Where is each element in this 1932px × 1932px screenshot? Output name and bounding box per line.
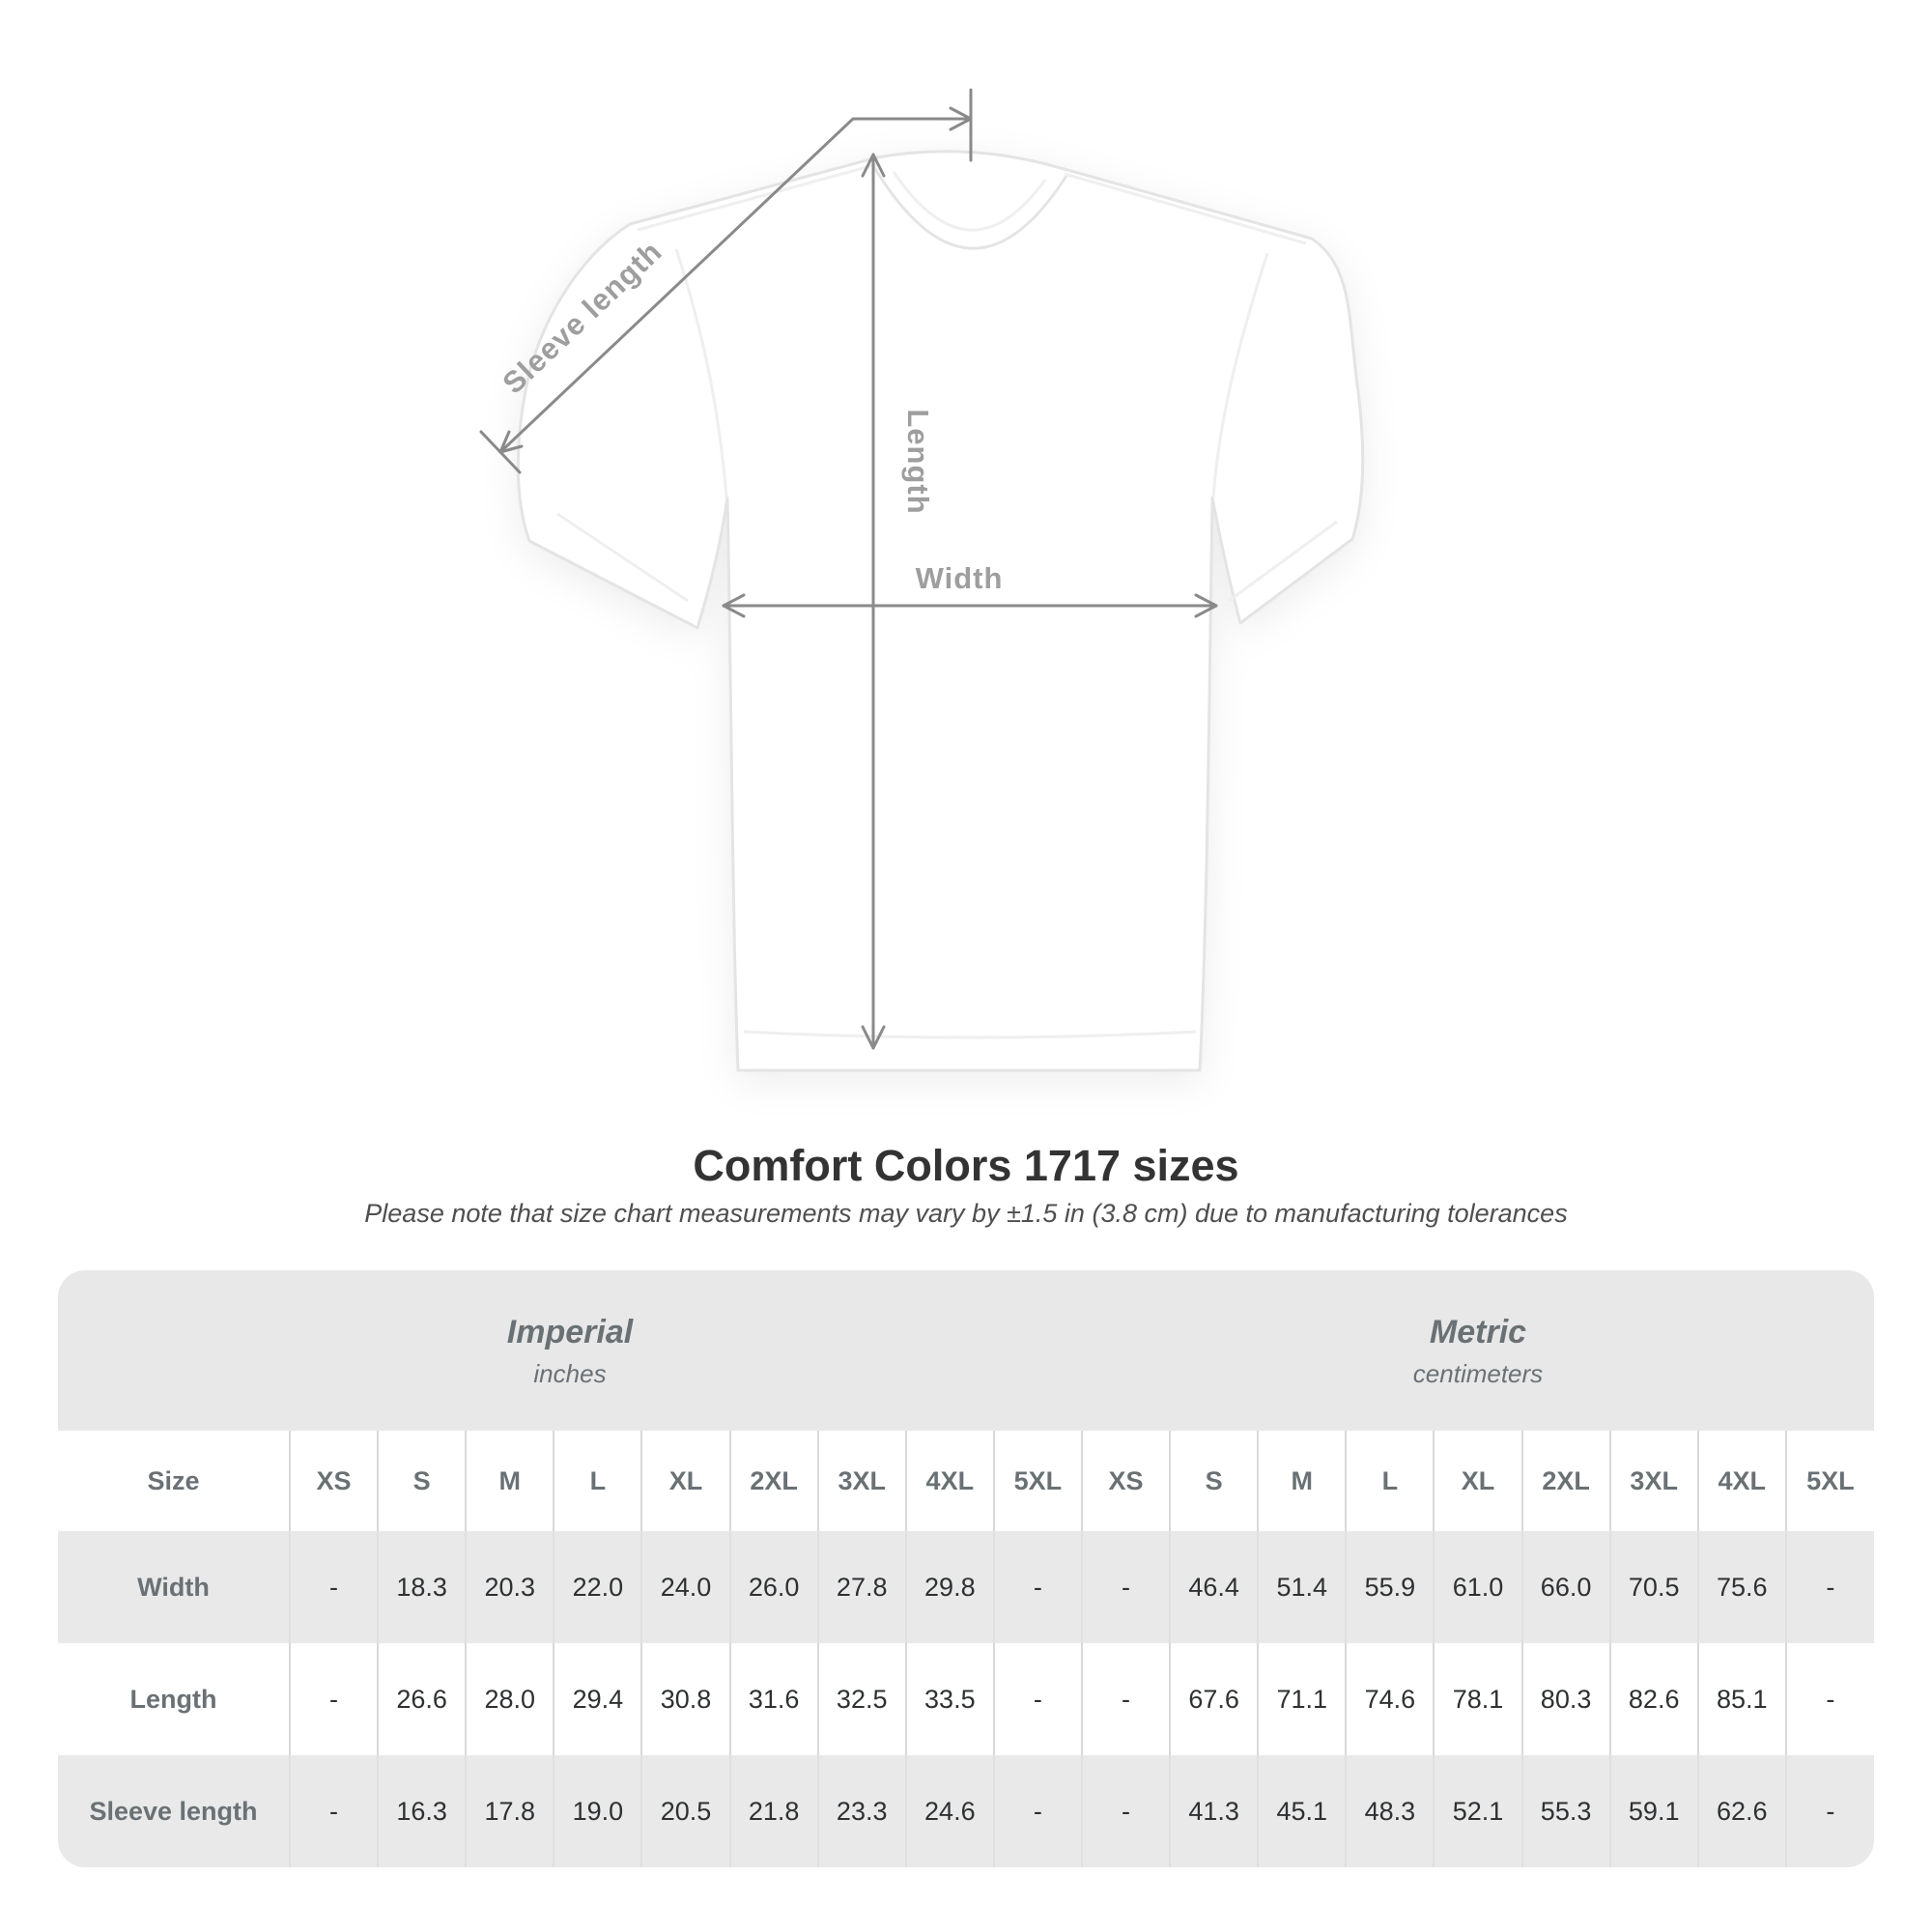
- table-cell: -: [1786, 1643, 1874, 1755]
- table-cell: 82.6: [1610, 1643, 1698, 1755]
- table-cell: 78.1: [1434, 1643, 1521, 1755]
- table-cell: 18.3: [378, 1531, 466, 1643]
- table-cell: -: [1082, 1643, 1170, 1755]
- table-cell: 66.0: [1522, 1531, 1610, 1643]
- table-cell: -: [1786, 1755, 1874, 1867]
- table-cell: 70.5: [1610, 1531, 1698, 1643]
- metric-label: Metric: [1429, 1314, 1527, 1350]
- table-cell: 80.3: [1522, 1643, 1610, 1755]
- table-cell: 59.1: [1610, 1755, 1698, 1867]
- table-cell: -: [994, 1643, 1082, 1755]
- table-cell: 52.1: [1434, 1755, 1521, 1867]
- size-header-row: [58, 1431, 1874, 1531]
- table-cell: 45.1: [1258, 1755, 1346, 1867]
- column-header: S: [378, 1431, 466, 1531]
- size-column-header: Size: [58, 1431, 290, 1531]
- table-cell: 17.8: [466, 1755, 554, 1867]
- table-cell: 29.8: [906, 1531, 994, 1643]
- table-cell: 30.8: [641, 1643, 729, 1755]
- page-title: Comfort Colors 1717 sizes: [693, 1141, 1239, 1190]
- column-header: 3XL: [1610, 1431, 1698, 1531]
- row-label: Length: [58, 1643, 290, 1755]
- table-cell: 85.1: [1698, 1643, 1786, 1755]
- table-cell: 27.8: [818, 1531, 906, 1643]
- size-table: [58, 1270, 1874, 1867]
- imperial-label: Imperial: [506, 1314, 634, 1350]
- table-cell: 28.0: [466, 1643, 554, 1755]
- table-cell: 62.6: [1698, 1755, 1786, 1867]
- imperial-unit-label: inches: [533, 1359, 607, 1388]
- table-cell: 51.4: [1258, 1531, 1346, 1643]
- sleeve-length-label: Sleeve length: [496, 234, 669, 401]
- table-cell: 24.6: [906, 1755, 994, 1867]
- page-subtitle: Please note that size chart measurements may vary by ±1.5 in (3.8 cm) due to manufacturing tolerances: [364, 1199, 1568, 1228]
- width-label: Width: [915, 561, 1004, 595]
- column-header: 4XL: [1698, 1431, 1786, 1531]
- table-cell: 74.6: [1346, 1643, 1434, 1755]
- table-cell: 26.6: [378, 1643, 466, 1755]
- table-cell: 26.0: [730, 1531, 818, 1643]
- unit-header-imperial: [58, 1270, 1082, 1431]
- table-cell: 55.3: [1522, 1755, 1610, 1867]
- column-header: 3XL: [818, 1431, 906, 1531]
- row-label: Sleeve length: [58, 1755, 290, 1867]
- tshirt-body: [518, 152, 1362, 1070]
- table-cell: 16.3: [378, 1755, 466, 1867]
- table-cell: 46.4: [1170, 1531, 1258, 1643]
- column-header: 2XL: [1522, 1431, 1610, 1531]
- length-label: Length: [901, 409, 935, 515]
- row-label: Width: [58, 1531, 290, 1643]
- column-header: M: [466, 1431, 554, 1531]
- column-header: L: [554, 1431, 641, 1531]
- table-cell: 23.3: [818, 1755, 906, 1867]
- column-header: 5XL: [994, 1431, 1082, 1531]
- table-cell: -: [1082, 1531, 1170, 1643]
- table-cell: -: [290, 1531, 378, 1643]
- table-cell: 48.3: [1346, 1755, 1434, 1867]
- column-header: 2XL: [730, 1431, 818, 1531]
- table-cell: 67.6: [1170, 1643, 1258, 1755]
- table-cell: 20.5: [641, 1755, 729, 1867]
- size-table-container: [58, 1270, 1874, 1867]
- size-table-body: [58, 1531, 1874, 1867]
- table-cell: 32.5: [818, 1643, 906, 1755]
- column-header: XL: [641, 1431, 729, 1531]
- table-cell: -: [994, 1531, 1082, 1643]
- table-cell: -: [290, 1755, 378, 1867]
- table-row: [58, 1531, 1874, 1643]
- column-header: XL: [1434, 1431, 1521, 1531]
- column-header: 4XL: [906, 1431, 994, 1531]
- table-cell: -: [1082, 1755, 1170, 1867]
- column-header: XS: [1082, 1431, 1170, 1531]
- table-cell: 41.3: [1170, 1755, 1258, 1867]
- table-cell: 71.1: [1258, 1643, 1346, 1755]
- table-cell: -: [290, 1643, 378, 1755]
- table-cell: -: [1786, 1531, 1874, 1643]
- column-header: XS: [290, 1431, 378, 1531]
- table-cell: 75.6: [1698, 1531, 1786, 1643]
- tshirt-graphic: [518, 152, 1362, 1070]
- table-cell: 31.6: [730, 1643, 818, 1755]
- table-cell: 20.3: [466, 1531, 554, 1643]
- table-cell: -: [994, 1755, 1082, 1867]
- column-header: L: [1346, 1431, 1434, 1531]
- table-cell: 21.8: [730, 1755, 818, 1867]
- table-cell: 24.0: [641, 1531, 729, 1643]
- column-header: M: [1258, 1431, 1346, 1531]
- unit-header-metric: [1082, 1270, 1874, 1431]
- column-header: 5XL: [1786, 1431, 1874, 1531]
- metric-unit-label: centimeters: [1412, 1359, 1544, 1388]
- table-cell: 29.4: [554, 1643, 641, 1755]
- table-row: [58, 1643, 1874, 1755]
- table-cell: 33.5: [906, 1643, 994, 1755]
- table-cell: 19.0: [554, 1755, 641, 1867]
- unit-band-row: [58, 1270, 1874, 1431]
- table-cell: 55.9: [1346, 1531, 1434, 1643]
- table-cell: 61.0: [1434, 1531, 1521, 1643]
- table-cell: 22.0: [554, 1531, 641, 1643]
- table-row: [58, 1755, 1874, 1867]
- column-header: S: [1170, 1431, 1258, 1531]
